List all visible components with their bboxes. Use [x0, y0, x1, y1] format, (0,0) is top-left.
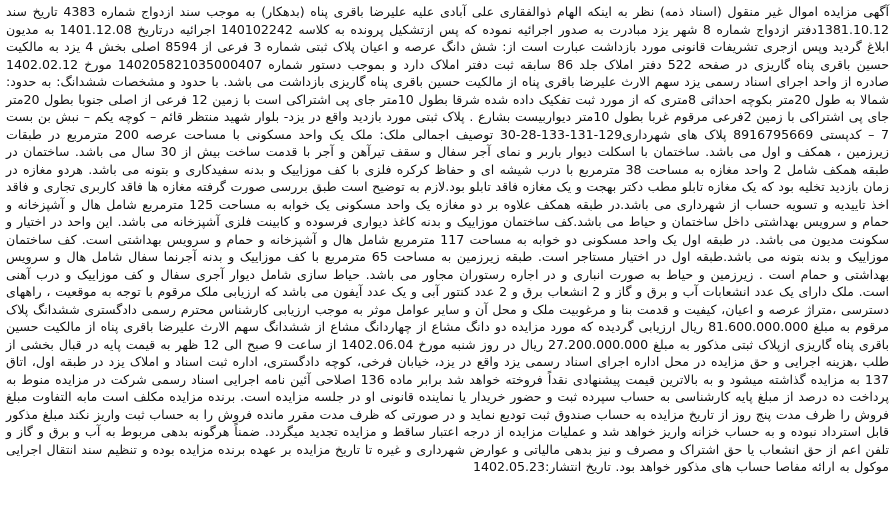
auction-notice-text: آگهی مزایده اموال غیر منقول (اسناد ذمه) نظر به اینکه الهام ذوالفقاری علی آبادی علیه علیرضا باقری پناه (بدهکار) به موجب سند ازدواج شماره 4383 تاریخ سند 1381.10.12دفتر ازدواج شماره 8 شهر یزد مبادرت به صدور اجرائیه نموده که پس ازتشکیل پرونده به کلاسه 140102242 اجرائیه درتاریخ 1401.12.08 به مدیون ابلاغ گردید وپس ازجری تشریفات قانونی مورد بازداشت عبارت است از: شش دانگ عرصه و اعیان پلاک ثبتی شماره 3 فرعی از 8594 اصلی بخش 4 یزد به مالکیت حسین باقری پناه گاریزی در صفحه 522 دفتر املاک جلد 86 سابقه ثبت دفتر املاک دارد و بموجب دستور شماره 140205821035000407 مورخ 1402.02.12 صادره از واحد اجرای اسناد رسمی یزد سهم الارث علیرضا باقری پناه از مالکیت حسین باقری پناه گاریزی بازداشت می باشد. با حدود و مشخصات ششدانگ: به حدود: شمالا به طول 20متر بکوچه احداثی 8متری که از مورد ثبت تفکیک داده شده شرقا بطول 10متر جای پی اشتراکی است با زمین 12 فرعی از اصلی جنوبا بطول 20متر جای پی اشتراکی با زمین 2فرعی مرقوم غربا بطول 10متر دیواربیست بشارع . پلاک ثبتی مورد بازدید واقع در یزد- بلوار شهید منتظر قائم – کوچه یکم – نبش بن بست 7 – کدپستی 8916795669 پلاک های شهرداری129-131-133-28-30 توصیف اجمالی ملک: ملک یک واحد مسکونی با مساحت عرصه 200 مترمربع در طبقات زیرزمین ، همکف و اول می باشد. ساختمان با اسکلت دیوار باربر و نمای آجر سفال و سقف تیرآهن و آجر با قدمت ساخت بیش از 30 سال می باشد. ساختمان در طبقه همکف شامل 2 واحد مغازه به مساحت 38 مترمربع با درب شیشه ای و حفاظ کرکره فلزی با کف موزاییک و بدنه سفیدکاری و بتونه می باشد. هردو مغازه در زمان بازدید تخلیه بود که یک مغازه تابلو مطب دکتر بهجت و یک مغازه فاقد تابلو بود.لازم به توضیح است طبق بررسی صورت گرفته مغازه ها فاقد کاربری تجاری و فاقد اخذ تاییدیه و تسویه حساب از شهرداری می باشد.در طبقه همکف علاوه بر دو مغازه یک واحد مسکونی یک خوابه به مساحت 125 مترمربع شامل هال و آشپزخانه و حمام و سرویس بهداشتی داخل ساختمان و حیاط می باشد.کف ساختمان موزاییک و بدنه کاغذ دیواری فرسوده و کابینت فلزی آشپزخانه می باشد. این واحد در اختیار و سکونت مدیون می باشد. در طبقه اول یک واحد مسکونی دو خوابه به مساحت 117 مترمربع شامل هال و آشپزخانه و حمام و سرویس بهداشتی است. کف ساختمان موزاییک و بدنه بتونه می باشد.طبقه اول در اختیار مستاجر است. طبقه زیرزمین به مساحت 65 مترمربع با کف موزاییک و بدنه آجرنما سفال شامل هال و سرویس بهداشتی و حمام است . زیرزمین و حیاط به صورت انباری و در اجاره رستوران مجاور می باشد. حیاط سازی شامل دیوار آجری سفال و کف موزاییک و درب آهنی است. ملک دارای یک عدد انشعابات آب و برق و گاز و 2 انشعاب برق و 2 عدد کنتور آبی و یک عدد آیفون می باشد که ارزیابی ملک مرقوم با توجه به موقعیت ، راههای دسترسی ،متراژ عرصه و اعیان، کیفیت و قدمت بنا و مرغوبیت ملک و محل آن و سایر عوامل موثر به موجب ارزیابی کارشناس محترم رسمی دادگستری ششدانگ پلاک مرقوم به مبلغ 81.600.000.000 ریال ارزیابی گردیده که مورد مزایده دو دانگ مشاع از چهاردانگ مشاع از ششدانگ سهم الارث علیرضا باقری پناه از مالکیت حسین باقری پناه گاریزی ازپلاک ثبتی مذکور به مبلغ 27.200.000.000 ریال در روز شنبه مورخ 1402.06.04 از ساعت 9 صبح الی 12 ظهر به قیمت پایه در قبال بخشی از طلب ،هزینه اجرایی و حق مزایده در محل اداره اجرای اسناد رسمی یزد واقع در یزد، خیابان فرخی، کوچه دادگستری، اداره ثبت اسناد و املاک یزد در طبقه اول، اتاق 137 به مزایده گذاشته میشود و به بالاترین قیمت پیشنهادی نقداً فروخته خواهد شد برابر ماده 136 اصلاحی آئین نامه اجرایی اسناد رسمی شرکت در مزایده منوط به پرداخت ده درصد از مبلغ پایه کارشناسی به حساب سپرده ثبت و حضور خریدار یا نماینده قانونی او در جلسه مزایده است. برنده مزایده مکلف است مابه التفاوت مبلغ فروش را ظرف مدت پنج روز از تاریخ مزایده به حساب صندوق ثبت تودیع نماید و در صورتی که ظرف مدت مقرر مانده فروش را به حساب ثبت واریز نکند مبلغ مذکور قابل استرداد نبوده و به حساب خزانه واریز خواهد شد و عملیات مزایده از درجه اعتبار ساقط و مزایده تجدید میگردد. ضمناً هرگونه بدهی مربوط به آب و برق و گاز و تلفن اعم از حق انشعاب یا حق اشتراک و مصرف و نیز بدهی مالیاتی و عوارض شهرداری و غیره تا تاریخ مزایده بر عهده برنده مزایده بوده و تنظیم سند انتقال اجرایی موکول به ارائه مفاصا حساب های مذکور خواهد بود. تاریخ انتشار:1402.05.23	[6, 4, 890, 474]
auction-notice	[6, 3, 889, 509]
